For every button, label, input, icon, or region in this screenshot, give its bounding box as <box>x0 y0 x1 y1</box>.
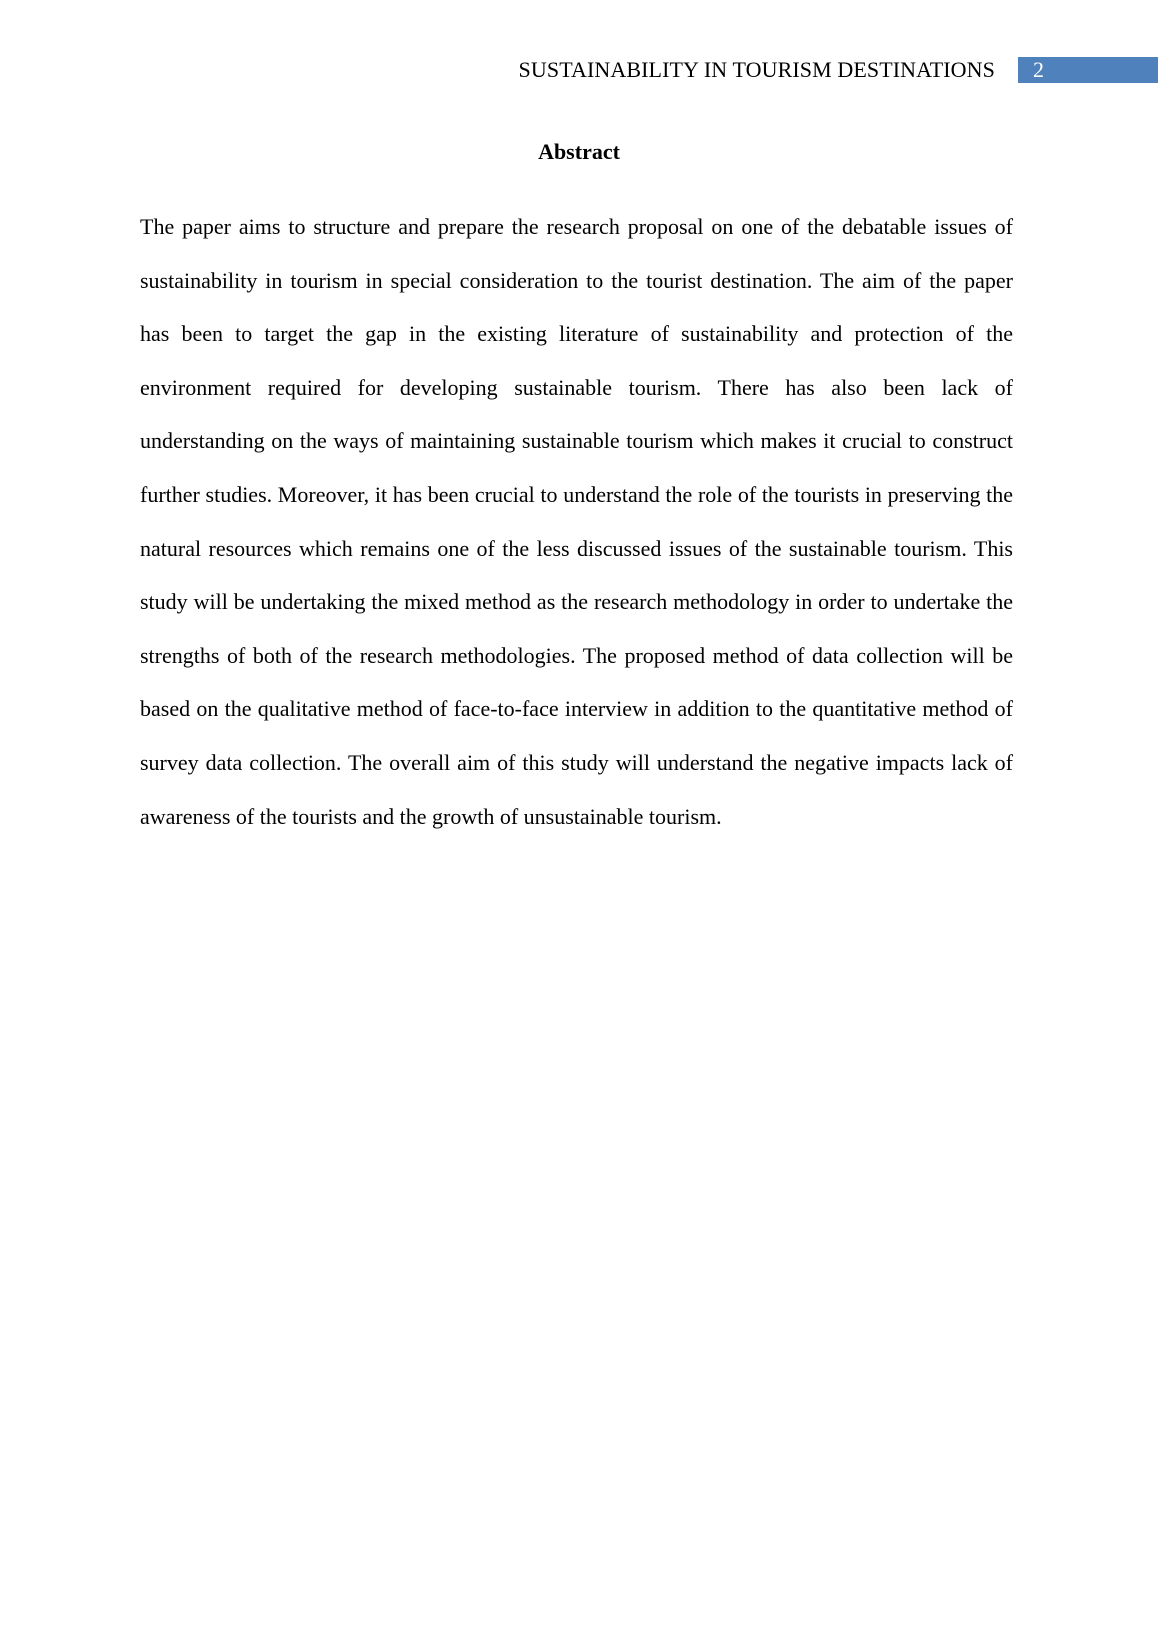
running-head-title: SUSTAINABILITY IN TOURISM DESTINATIONS <box>518 57 995 82</box>
page-number: 2 <box>1033 57 1044 82</box>
page-number-badge <box>1018 57 1158 83</box>
abstract-paragraph: The paper aims to structure and prepare the research proposal on one of the debatable issues of sustainability in tourism in special consideration to the tourist destination. The aim of the paper has been to target the gap in the existing literature of sustainability and protection of the environment required for developing sustainable tourism. There has also been lack of understanding on the ways of maintaining sustainable tourism which makes it crucial to construct further studies. Moreover, it has been crucial to understand the role of the tourists in preserving the natural resources which remains one of the less discussed issues of the sustainable tourism. This study will be undertaking the mixed method as the research methodology in order to undertake the strengths of both of the research methodologies. The proposed method of data collection will be based on the qualitative method of face-to-face interview in addition to the quantitative method of survey data collection. The overall aim of this study will understand the negative impacts lack of awareness of the tourists and the growth of unsustainable tourism. <box>140 214 1013 829</box>
abstract-heading: Abstract <box>538 139 620 164</box>
page-header <box>0 57 1158 83</box>
